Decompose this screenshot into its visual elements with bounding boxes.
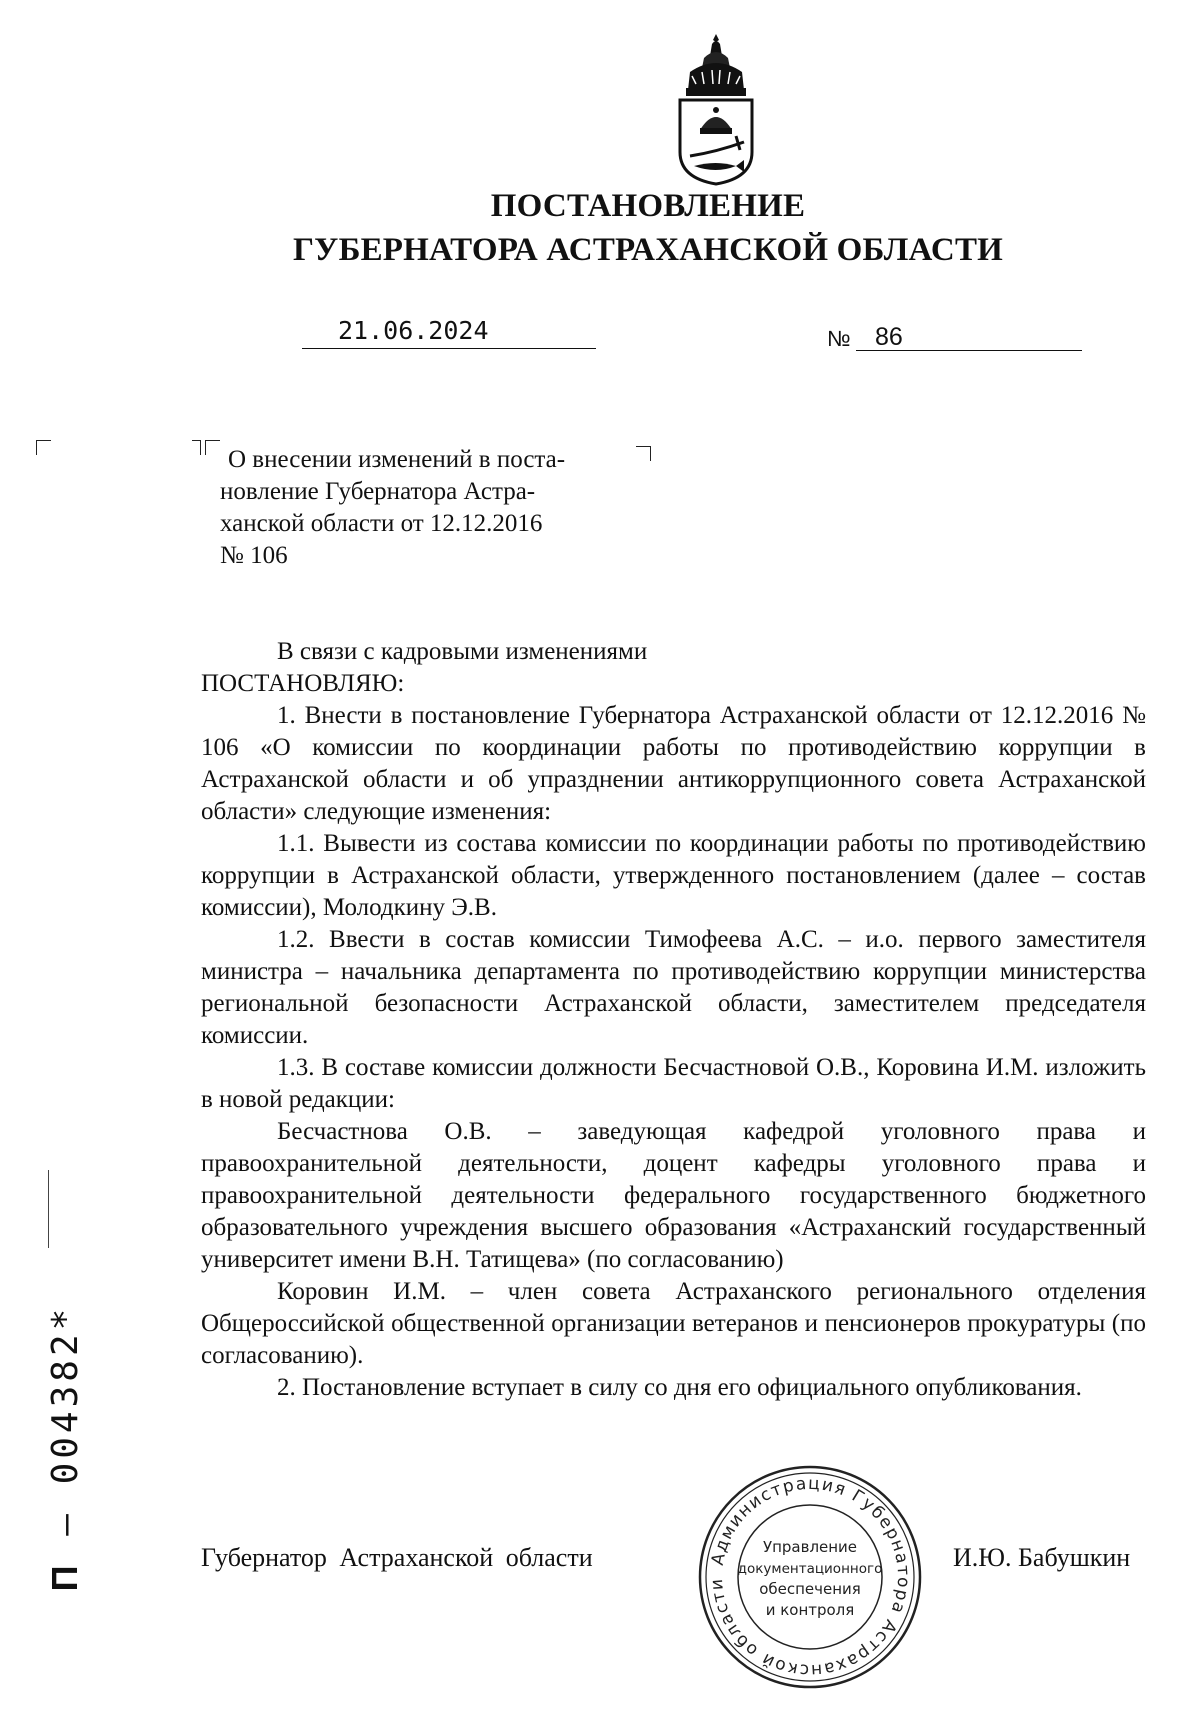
- stamp-line: документационного: [737, 1561, 883, 1577]
- document-issuer: ГУБЕРНАТОРА АСТРАХАНСКОЙ ОБЛАСТИ: [292, 232, 1004, 268]
- signatory-name: И.Ю. Бабушкин: [953, 1543, 1131, 1572]
- paragraph-beschastnova: Бесчастнова О.В. – заведующая кафедрой уголовного права и правоохранительной деятельности, доцент кафедры уголовного права и правоохранительной деятельности федерального государственного бюджетного образовательного учреждения высшего образования «Астраханский государственный университет имени В.Н. Татищева» (по согласованию): [201, 1118, 1146, 1273]
- margin-line: [48, 1170, 49, 1248]
- date-underline: [302, 348, 596, 349]
- paragraph-2: 2. Постановление вступает в силу со дня его официального опубликования.: [277, 1374, 1082, 1401]
- registration-code: [44, 1305, 86, 1592]
- paragraph-korovin: Коровин И.М. – член совета Астраханского регионального отделения Общероссийской общественной организации ветеранов и пенсионеров прокуратуры (по согласованию).: [201, 1278, 1146, 1369]
- decree-word: ПОСТАНОВЛЯЮ:: [201, 670, 405, 697]
- document-number: 86: [875, 323, 903, 351]
- paragraph-1-1: 1.1. Вывести из состава комиссии по координации работы по противодействию коррупции в Астраханской области, утвержденного постановлением (далее – состав комиссии), Молодкину Э.В.: [201, 830, 1146, 921]
- paragraph-1-2: 1.2. Ввести в состав комиссии Тимофеева А.С. – и.о. первого заместителя министра – начальника департамента по противодействию коррупции министерства региональной безопасности Астраханской области, заместителем председателя комиссии.: [201, 926, 1146, 1049]
- official-stamp: [695, 1462, 925, 1692]
- coat-of-arms-emblem: [666, 28, 766, 188]
- document-title: ПОСТАНОВЛЕНИЕ: [490, 188, 806, 224]
- subject-corner-mark: [636, 446, 651, 461]
- document-date: 21.06.2024: [338, 316, 489, 345]
- number-underline: [856, 350, 1082, 351]
- subject-line: новление Губернатора Астра-: [220, 478, 536, 505]
- subject-line: № 106: [220, 542, 288, 569]
- subject-corner-mark: [192, 440, 201, 455]
- subject-line: ханской области от 12.12.2016: [220, 510, 543, 537]
- stamp-line: и контроля: [765, 1601, 855, 1619]
- registration-suffix: *: [45, 1304, 86, 1331]
- document-subject: [220, 444, 634, 572]
- paragraph-1: 1. Внести в постановление Губернатора Астраханской области от 12.12.2016 № 106 «О комиссии по координации работы по противодействию коррупции в Астраханской области и об упразднении антикоррупционного совета Астраханской области» следующие изменения:: [201, 702, 1146, 825]
- intro-paragraph: В связи с кадровыми изменениями: [277, 638, 648, 665]
- subject-corner-mark: [205, 440, 220, 455]
- registration-prefix: П: [44, 1561, 85, 1592]
- document-body: [201, 636, 1146, 1404]
- subject-line: О внесении изменений в поста-: [228, 446, 566, 473]
- registration-code-digits: – 004382: [45, 1330, 86, 1536]
- signatory-position: Губернатор Астраханской области: [201, 1543, 593, 1572]
- number-label: №: [827, 326, 851, 351]
- margin-corner-mark: [36, 440, 51, 455]
- stamp-line: обеспечения: [759, 1580, 861, 1598]
- stamp-line: Управление: [762, 1538, 858, 1556]
- stamp-ring-text: Администрация Губернатора Астраханской области: [706, 1473, 914, 1681]
- paragraph-1-3: 1.3. В составе комиссии должности Бесчастновой О.В., Коровина И.М. изложить в новой редакции:: [201, 1054, 1146, 1113]
